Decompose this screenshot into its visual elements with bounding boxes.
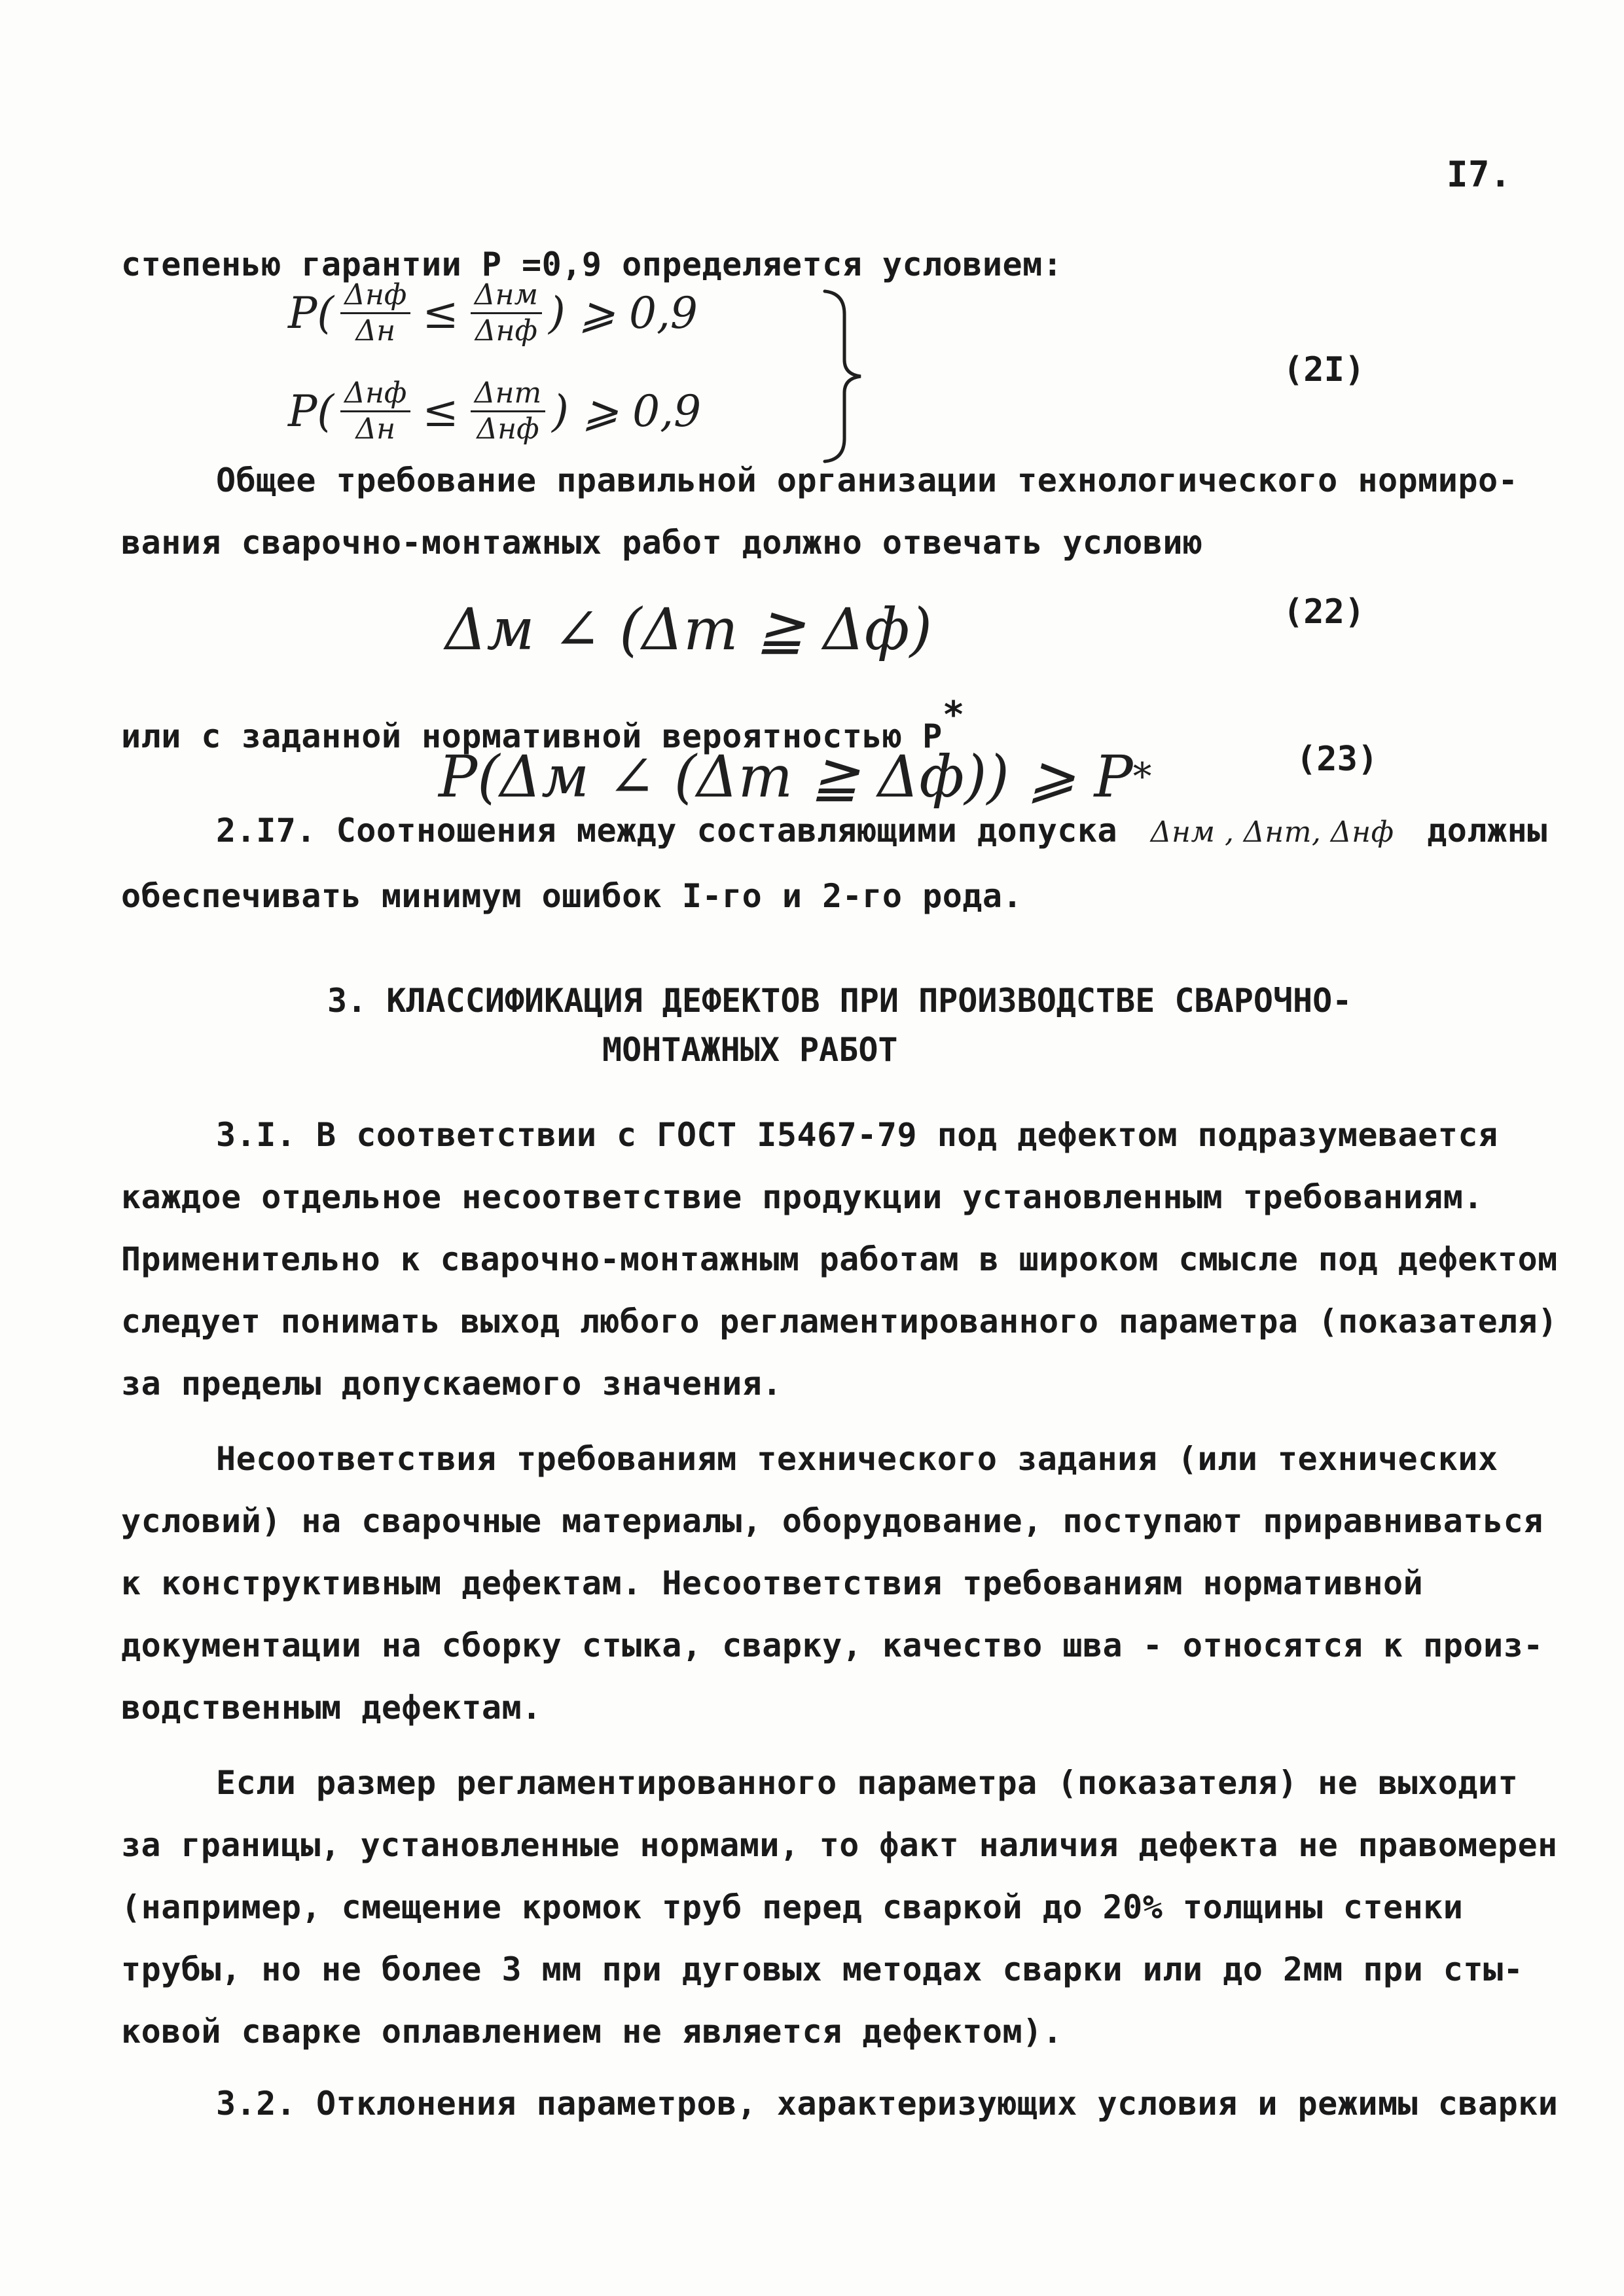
paragraph-3-line-4: трубы, но не более 3 мм при дуговых методах сварки или до 2мм при сты- [121,1950,1524,1988]
paragraph-3-1-line-5: за пределы допускаемого значения. [121,1365,782,1403]
inline-tolerance-deltas: Δнм , Δнт, Δнф [1150,816,1394,849]
text-line-5-start: 2.I7. Соотношения между составляющими допуска [216,812,1118,850]
paragraph-3-2-line-1: 3.2. Отклонения параметров, характеризующих условия и режимы сварки [216,2085,1559,2123]
equation-21-row-2 [288,376,701,446]
eq21-r2-prefix: P( [288,386,334,437]
equation-22-label: (22) [1283,592,1365,632]
equation-22 [445,596,932,663]
text-line-6: обеспечивать минимум ошибок I-го и 2-го рода. [121,877,1023,915]
equation-23 [439,743,1151,810]
paragraph-3-1-line-1: 3.I. В соответствии с ГОСТ I5467-79 под дефектом подразумевается [216,1116,1498,1154]
equation-21-label: (2I) [1283,350,1365,389]
paragraph-2-line-3: к конструктивным дефектам. Несоответствия требованиям нормативной [121,1564,1424,1602]
paragraph-2-line-5: водственным дефектам. [121,1689,542,1727]
paragraph-3-line-1: Если размер регламентированного параметра (показателя) не выходит [216,1764,1519,1802]
text-line-5 [216,812,1547,850]
eq21-r2-f1-denominator: Δн [355,412,396,446]
right-brace [818,288,871,465]
eq21-r1-relation: ≤ [422,288,459,338]
paragraph-3-line-2: за границы, установленные нормами, то факт наличия дефекта не правомерен [121,1826,1558,1864]
paragraph-3-line-3: (например, смещение кромок труб перед сваркой до 20% толщины стенки [121,1888,1464,1926]
paragraph-3-1-line-3: Применительно к сварочно-монтажным работам в широком смысле под дефектом [121,1240,1558,1278]
paragraph-2-line-1: Несоответствия требованиям технического задания (или технических [216,1440,1498,1478]
eq21-r2-f1-numerator: Δнф [340,376,410,412]
text-line-5-end: должны [1427,812,1547,850]
eq21-r2-fraction-1 [340,376,410,446]
eq21-r2-f2-numerator: Δнт [471,376,545,412]
text-line-4-star: * [942,694,965,736]
section-heading-line-1: 3. КЛАССИФИКАЦИЯ ДЕФЕКТОВ ПРИ ПРОИЗВОДСТВЕ СВАРОЧНО- [327,982,1352,1020]
eq21-r1-f2-denominator: Δнф [475,314,537,348]
eq23-expression: P(Δм ∠ (Δт ≧ Δф)) ⩾ P [439,743,1133,810]
equation-21-row-1 [288,278,698,348]
eq21-r2-suffix: ) ⩾ 0,9 [552,386,702,437]
eq21-r1-fraction-1 [340,278,410,348]
text-line-3: вания сварочно-монтажных работ должно отвечать условию [121,524,1203,562]
eq21-r1-f2-numerator: Δнм [471,278,542,314]
paragraph-3-line-5: ковой сварке оплавлением не является дефектом). [121,2013,1063,2051]
eq21-r2-relation: ≤ [422,386,459,437]
eq21-r1-fraction-2 [471,278,542,348]
eq21-r1-f1-denominator: Δн [355,314,396,348]
eq21-r1-suffix: ) ⩾ 0,9 [548,288,698,338]
text-line-1: степенью гарантии P =0,9 определяется условием: [121,245,1063,283]
section-heading-line-2: МОНТАЖНЫХ РАБОТ [602,1031,898,1069]
eq21-r1-f1-numerator: Δнф [340,278,410,314]
eq21-r1-prefix: P( [288,288,334,338]
page-number: I7. [1447,154,1512,195]
paragraph-2-line-2: условий) на сварочные материалы, оборудование, поступают приравниваться [121,1502,1543,1540]
paragraph-2-line-4: документации на сборку стыка, сварку, качество шва - относятся к произ- [121,1626,1543,1664]
equation-23-label: (23) [1296,740,1379,779]
eq21-r2-fraction-2 [471,376,545,446]
paragraph-3-1-line-4: следует понимать выход любого регламентированного параметра (показателя) [121,1302,1558,1340]
text-line-4-main: или с заданной нормативной вероятностью P [121,717,943,755]
text-line-2: Общее требование правильной организации технологического нормиро- [216,461,1519,499]
paragraph-3-1-line-2: каждое отдельное несоответствие продукции установленным требованиям. [121,1178,1483,1216]
eq21-r2-f2-denominator: Δнф [477,412,539,446]
eq22-expression: Δм ∠ (Δт ≧ Δф) [445,596,932,663]
eq23-star: * [1132,755,1152,798]
